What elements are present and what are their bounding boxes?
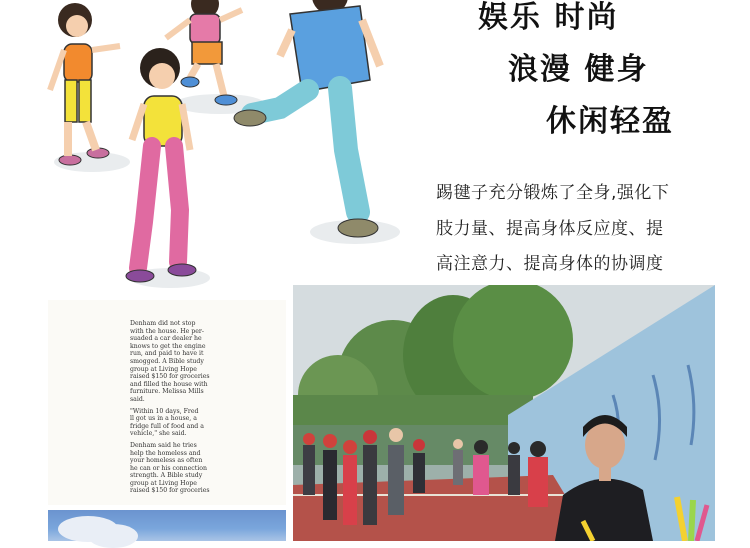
slogan-line-2: 浪漫 健身 (508, 52, 649, 87)
sky-photo-strip (48, 510, 286, 541)
child-pink-shirt (166, 0, 242, 105)
description-line-1: 踢毽子充分锻炼了全身,强化下 (436, 183, 670, 203)
slogan-line-1: 娱乐 时尚 (478, 0, 619, 35)
child-orange-shirt (50, 3, 120, 165)
description-line-3: 高注意力、提高身体的协调度 (436, 254, 664, 274)
cloud (88, 524, 138, 548)
newspaper-column (130, 320, 230, 499)
description-line-2: 肢力量、提高身体反应度、提 (436, 219, 664, 239)
slogan-line-3: 休闲轻盈 (546, 104, 674, 139)
newspaper-paragraph-3: Denham said he tries help the homeless and your homeless as often he can or his connection strength. A Bible study group at Living Hope raised $150 for groceries (130, 441, 210, 495)
man-blue-shirt (234, 0, 380, 237)
cartoon-kicking-illustration (40, 0, 400, 300)
outdoor-shuttlecock-photo (293, 285, 715, 541)
newspaper-clipping (48, 300, 286, 505)
newspaper-paragraph-1: Denham did not stop with the house. He per- suaded a car dealer he knows to get the engine run, and paid to have it smogged. A Bible study group at Living Hope raised $150 for groceries and filled the house with furniture. Melissa Mills said. (130, 320, 210, 403)
newspaper-paragraph-2: "Within 10 days, Fred ll got us in a house, a fridge full of food and a vehicle," she said. (130, 407, 204, 438)
